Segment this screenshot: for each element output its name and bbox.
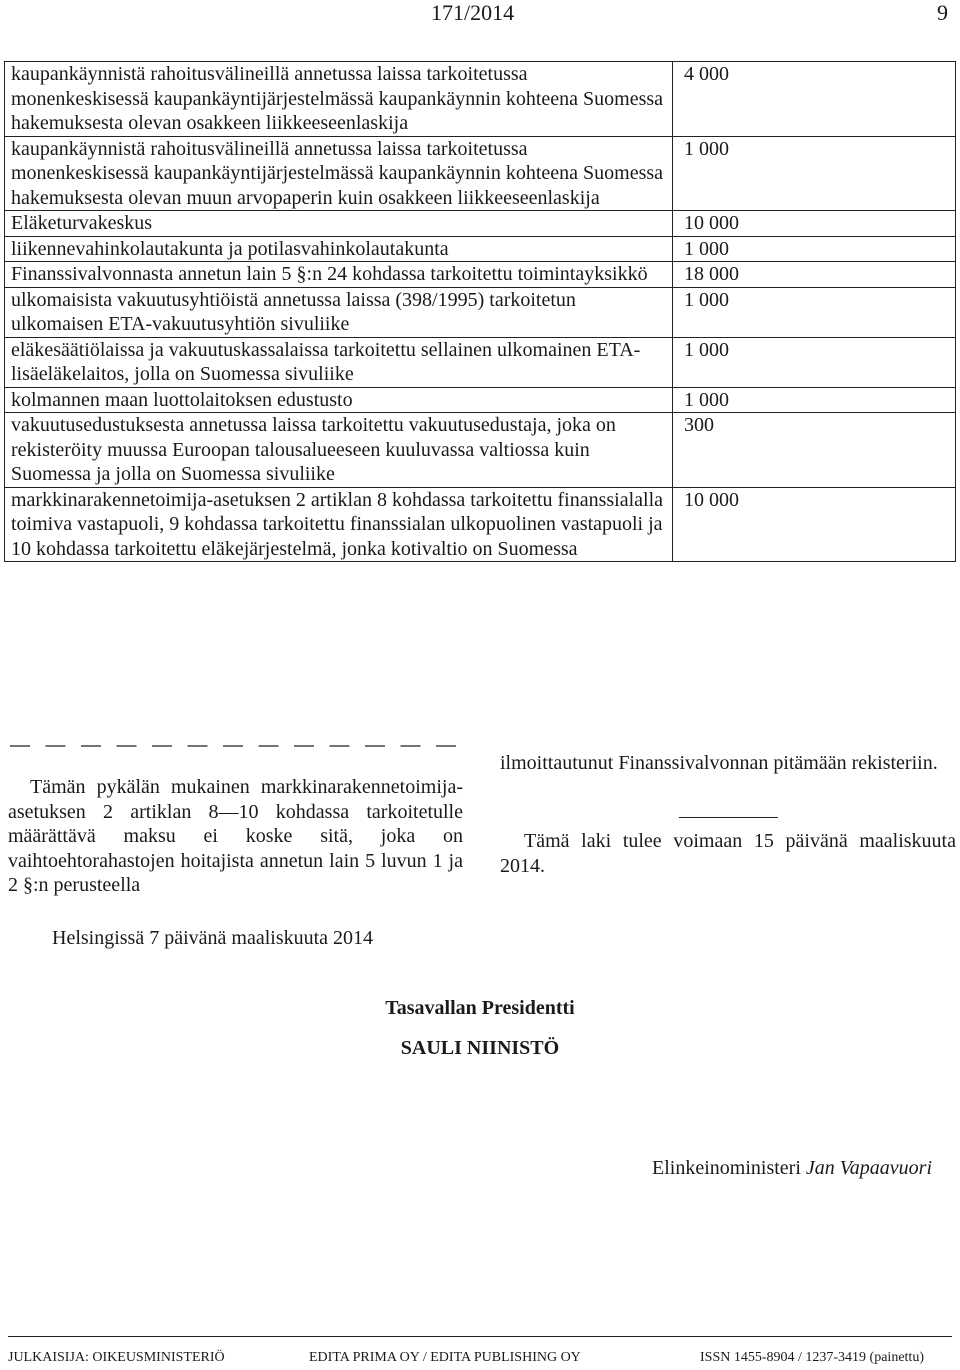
fees-table (4, 61, 956, 562)
fee-description: vakuutusedustuksesta annetussa laissa tarkoitettu vakuutusedustaja, joka on rekisteröity muussa Euroopan talousalueeseen kuuluvassa valtiossa kuin Suomessa ja jolla on Suomessa sivuliike (5, 413, 673, 488)
fee-amount: 1 000 (673, 236, 956, 262)
table-row (5, 262, 956, 288)
table-row (5, 337, 956, 387)
table-row (5, 487, 956, 562)
fee-description: markkinarakennetoimija-asetuksen 2 artiklan 8 kohdassa tarkoitettu finanssialalla toimiva vastapuoli, 9 kohdassa tarkoitettu finanssialan ulkopuolinen vastapuoli ja 10 kohdassa tarkoitettu eläkejärjestelmä, jonka kotivaltio on Suomessa (5, 487, 673, 562)
president-title: Tasavallan Presidentti (385, 997, 575, 1019)
fee-description: kaupankäynnistä rahoitusvälineillä annetussa laissa tarkoitetussa monenkeskisessä kaupankäyntijärjestelmässä kaupankäynnin kohteena Suomessa hakemuksesta olevan osakkeen liikkeeseenlaskija (5, 62, 673, 137)
table-row (5, 287, 956, 337)
fee-amount: 1 000 (673, 337, 956, 387)
fee-description: liikennevahinkolautakunta ja potilasvahinkolautakunta (5, 236, 673, 262)
fee-description: eläkesäätiölaissa ja vakuutuskassalaissa tarkoitettu sellainen ulkomainen ETA-lisäeläkelaitos, jolla on Suomessa sivuliike (5, 337, 673, 387)
table-row (5, 236, 956, 262)
president-name: SAULI NIINISTÖ (400, 1037, 560, 1059)
minister-role: Elinkeinoministeri (652, 1157, 801, 1179)
table-row (5, 413, 956, 488)
fee-amount: 4 000 (673, 62, 956, 137)
minister-name: Jan Vapaavuori (805, 1157, 932, 1179)
issue-number: 171/2014 (431, 0, 515, 25)
table-row (5, 62, 956, 137)
exemption-paragraph-continued: ilmoittautunut Finanssivalvonnan pitämään rekisteriin. (500, 752, 938, 774)
table-row (5, 211, 956, 237)
footer-printer: EDITA PRIMA OY / EDITA PUBLISHING OY (309, 1350, 581, 1365)
fee-amount: 1 000 (673, 387, 956, 413)
table-row (5, 387, 956, 413)
fee-amount: 10 000 (673, 487, 956, 562)
minister-signature (652, 1156, 932, 1180)
footer-divider (8, 1336, 952, 1337)
table-row (5, 136, 956, 211)
page-number: 9 (937, 0, 948, 25)
fee-description: ulkomaisista vakuutusyhtiöistä annetussa laissa (398/1995) tarkoitetun ulkomaisen ETA-vakuutusyhtiön sivuliike (5, 287, 673, 337)
place-and-date: Helsingissä 7 päivänä maaliskuuta 2014 (52, 927, 374, 949)
fee-amount: 18 000 (673, 262, 956, 288)
fee-amount: 1 000 (673, 136, 956, 211)
fee-description: kaupankäynnistä rahoitusvälineillä annetussa laissa tarkoitetussa monenkeskisessä kaupankäyntijärjestelmässä kaupankäynnin kohteena Suomessa hakemuksesta olevan muun arvopaperin kuin osakkeen liikkeeseenlaskija (5, 136, 673, 211)
section-divider (679, 817, 778, 818)
exemption-paragraph: Tämän pykälän mukainen markkinarakennetoimija-asetuksen 2 artiklan 8—10 kohdassa tarkoitetulle määrättävä maksu ei koske sitä, joka on vaihtoehtorahastojen hoitajista annetun lain 5 luvun 1 ja 2 §:n perusteella (8, 776, 463, 896)
section-separator-dashes (10, 736, 465, 756)
fee-amount: 1 000 (673, 287, 956, 337)
fee-amount: 300 (673, 413, 956, 488)
footer-issn: ISSN 1455-8904 / 1237-3419 (painettu) (700, 1350, 924, 1365)
footer-publisher: JULKAISIJA: OIKEUSMINISTERIÖ (8, 1350, 225, 1365)
fee-description: Finanssivalvonnasta annetun lain 5 §:n 24 kohdassa tarkoitettu toimintayksikkö (5, 262, 673, 288)
fee-amount: 10 000 (673, 211, 956, 237)
entry-into-force-paragraph: Tämä laki tulee voimaan 15 päivänä maaliskuuta 2014. (500, 830, 956, 877)
fee-description: Eläketurvakeskus (5, 211, 673, 237)
fee-description: kolmannen maan luottolaitoksen edustusto (5, 387, 673, 413)
